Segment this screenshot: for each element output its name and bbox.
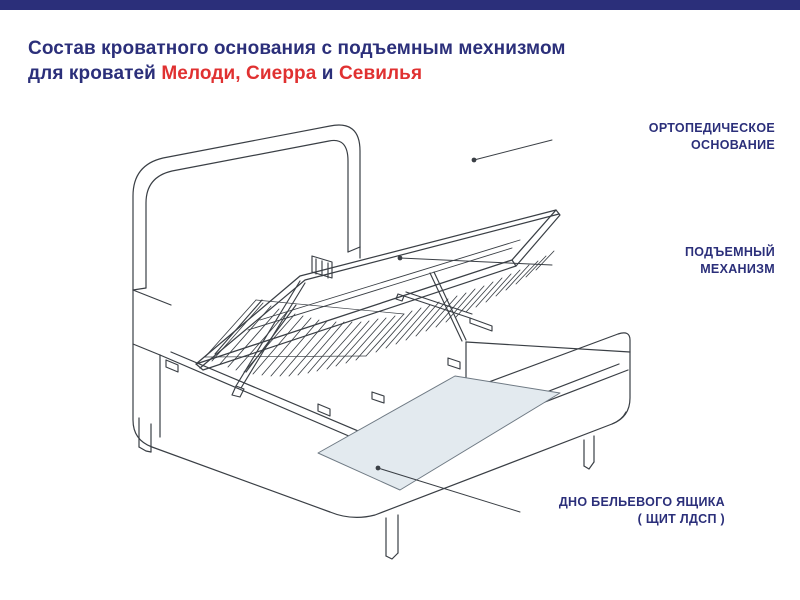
headboard <box>133 125 360 290</box>
orthopedic-slat-base <box>196 210 560 376</box>
callout-drawer-bottom <box>480 494 725 528</box>
callout-drawer-line-2: ( ЩИТ ЛДСП ) <box>637 512 725 526</box>
title-sep-2: и <box>316 63 339 84</box>
title-sep-1: , <box>235 63 247 84</box>
callout-lift-line-1: ПОДЪЕМНЫЙ <box>684 245 775 259</box>
callout-lift-line-2: МЕХАНИЗМ <box>700 262 775 276</box>
drawer-bottom-panel <box>318 376 560 490</box>
title-line-1: Состав кроватного основания с подъемным мехнизмом <box>28 38 566 59</box>
dot-drawer <box>376 466 381 471</box>
leader-orthopedic <box>474 140 552 160</box>
title-prefix: для кроватей <box>28 63 162 84</box>
callout-orthopedic-line-1: ОРТОПЕДИЧЕСКОЕ <box>648 121 775 135</box>
dot-lift <box>398 256 403 261</box>
callout-orthopedic-line-2: ОСНОВАНИЕ <box>691 138 775 152</box>
model-sevilya: Севилья <box>338 63 423 84</box>
model-sierra: Сиерра <box>246 63 317 84</box>
callout-lift-mechanism <box>560 244 775 278</box>
dot-orthopedic <box>472 158 477 163</box>
callout-drawer-line-1: ДНО БЕЛЬЕВОГО ЯЩИКА <box>558 495 725 509</box>
model-melodi: Мелоди <box>161 63 236 84</box>
callout-orthopedic-base <box>560 120 775 154</box>
